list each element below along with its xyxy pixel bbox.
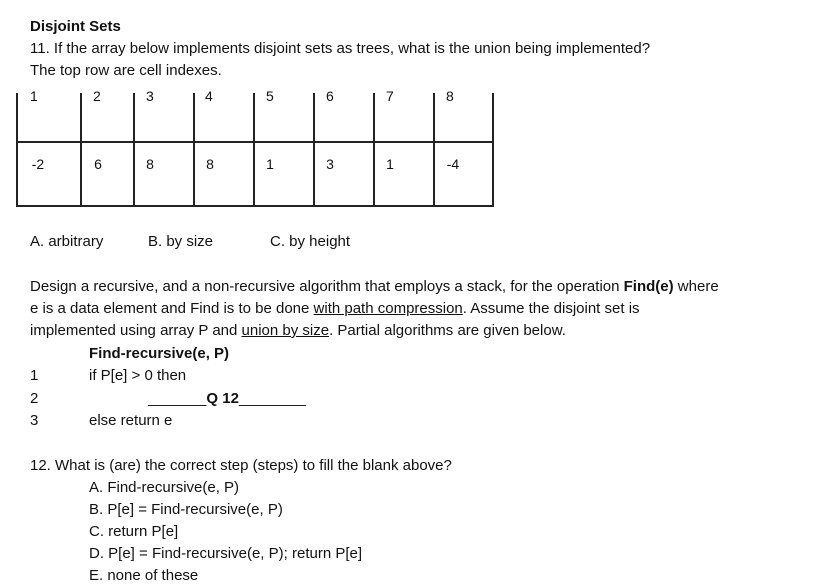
index-cell: 7 bbox=[386, 88, 394, 104]
q12-answer-b: B. P[e] = Find-recursive(e, P) bbox=[89, 501, 283, 518]
index-cell: 6 bbox=[326, 88, 334, 104]
table-divider bbox=[433, 93, 435, 207]
q12-answer-d: D. P[e] = Find-recursive(e, P); return P[e] bbox=[89, 545, 363, 562]
value-cell: 6 bbox=[94, 156, 102, 172]
table-divider bbox=[373, 93, 375, 207]
value-cell: -4 bbox=[446, 156, 460, 172]
value-cell: 3 bbox=[326, 156, 334, 172]
design-text: . Assume the disjoint set is bbox=[462, 300, 640, 317]
table-divider bbox=[253, 93, 255, 207]
index-cell: 5 bbox=[266, 88, 274, 104]
algorithm-blank-q12 bbox=[148, 389, 306, 409]
design-text: . Partial algorithms are given below. bbox=[329, 322, 566, 339]
design-text-line1 bbox=[30, 277, 719, 297]
value-cell: -2 bbox=[31, 156, 45, 172]
index-cell: 1 bbox=[30, 88, 38, 104]
table-row-divider bbox=[16, 141, 494, 143]
find-operation-name: Find(e) bbox=[623, 278, 674, 295]
design-text: implemented using array P and bbox=[30, 322, 242, 339]
blank-label: Q 12 bbox=[206, 390, 239, 407]
q11-option-b: B. by size bbox=[148, 233, 214, 250]
value-cell: 8 bbox=[146, 156, 154, 172]
q11-option-c: C. by height bbox=[270, 233, 351, 250]
table-border-right bbox=[492, 93, 494, 207]
q12-answer-c: C. return P[e] bbox=[89, 523, 179, 540]
q11-text-line1: 11. If the array below implements disjoint sets as trees, what is the union being implemented? bbox=[30, 40, 651, 57]
union-by-size-term: union by size bbox=[241, 322, 330, 339]
index-cell: 2 bbox=[93, 88, 101, 104]
value-cell: 1 bbox=[386, 156, 394, 172]
index-cell: 8 bbox=[446, 88, 454, 104]
algorithm-step-1: if P[e] > 0 then bbox=[89, 367, 187, 384]
table-border-left bbox=[16, 93, 18, 207]
q12-answer-e: E. none of these bbox=[89, 567, 199, 584]
blank-left: _______ bbox=[148, 390, 207, 407]
table-divider bbox=[80, 93, 82, 207]
table-border-bottom bbox=[16, 205, 494, 207]
section-title: Disjoint Sets bbox=[30, 18, 121, 35]
array-table bbox=[16, 87, 494, 207]
index-cell: 4 bbox=[205, 88, 213, 104]
blank-right: ________ bbox=[238, 390, 306, 407]
table-divider bbox=[193, 93, 195, 207]
line-number: 1 bbox=[30, 367, 39, 384]
line-number: 3 bbox=[30, 412, 39, 429]
value-cell: 8 bbox=[206, 156, 214, 172]
q11-text-line2: The top row are cell indexes. bbox=[30, 62, 222, 79]
table-divider bbox=[313, 93, 315, 207]
design-text: where bbox=[673, 278, 719, 295]
index-cell: 3 bbox=[146, 88, 154, 104]
design-text: e is a data element and Find is to be done bbox=[30, 300, 314, 317]
line-number: 2 bbox=[30, 390, 39, 407]
algorithm-title: Find-recursive(e, P) bbox=[89, 345, 230, 362]
design-text: Design a recursive, and a non-recursive algorithm that employs a stack, for the operation bbox=[30, 278, 624, 295]
q12-answer-a: A. Find-recursive(e, P) bbox=[89, 479, 240, 496]
value-cell: 1 bbox=[266, 156, 274, 172]
q11-option-a: A. arbitrary bbox=[30, 233, 104, 250]
table-divider bbox=[133, 93, 135, 207]
design-text-line3 bbox=[30, 321, 566, 341]
path-compression-term: with path compression bbox=[313, 300, 463, 317]
q12-question: 12. What is (are) the correct step (steps) to fill the blank above? bbox=[30, 457, 452, 474]
algorithm-step-3: else return e bbox=[89, 412, 173, 429]
design-text-line2 bbox=[30, 299, 640, 319]
